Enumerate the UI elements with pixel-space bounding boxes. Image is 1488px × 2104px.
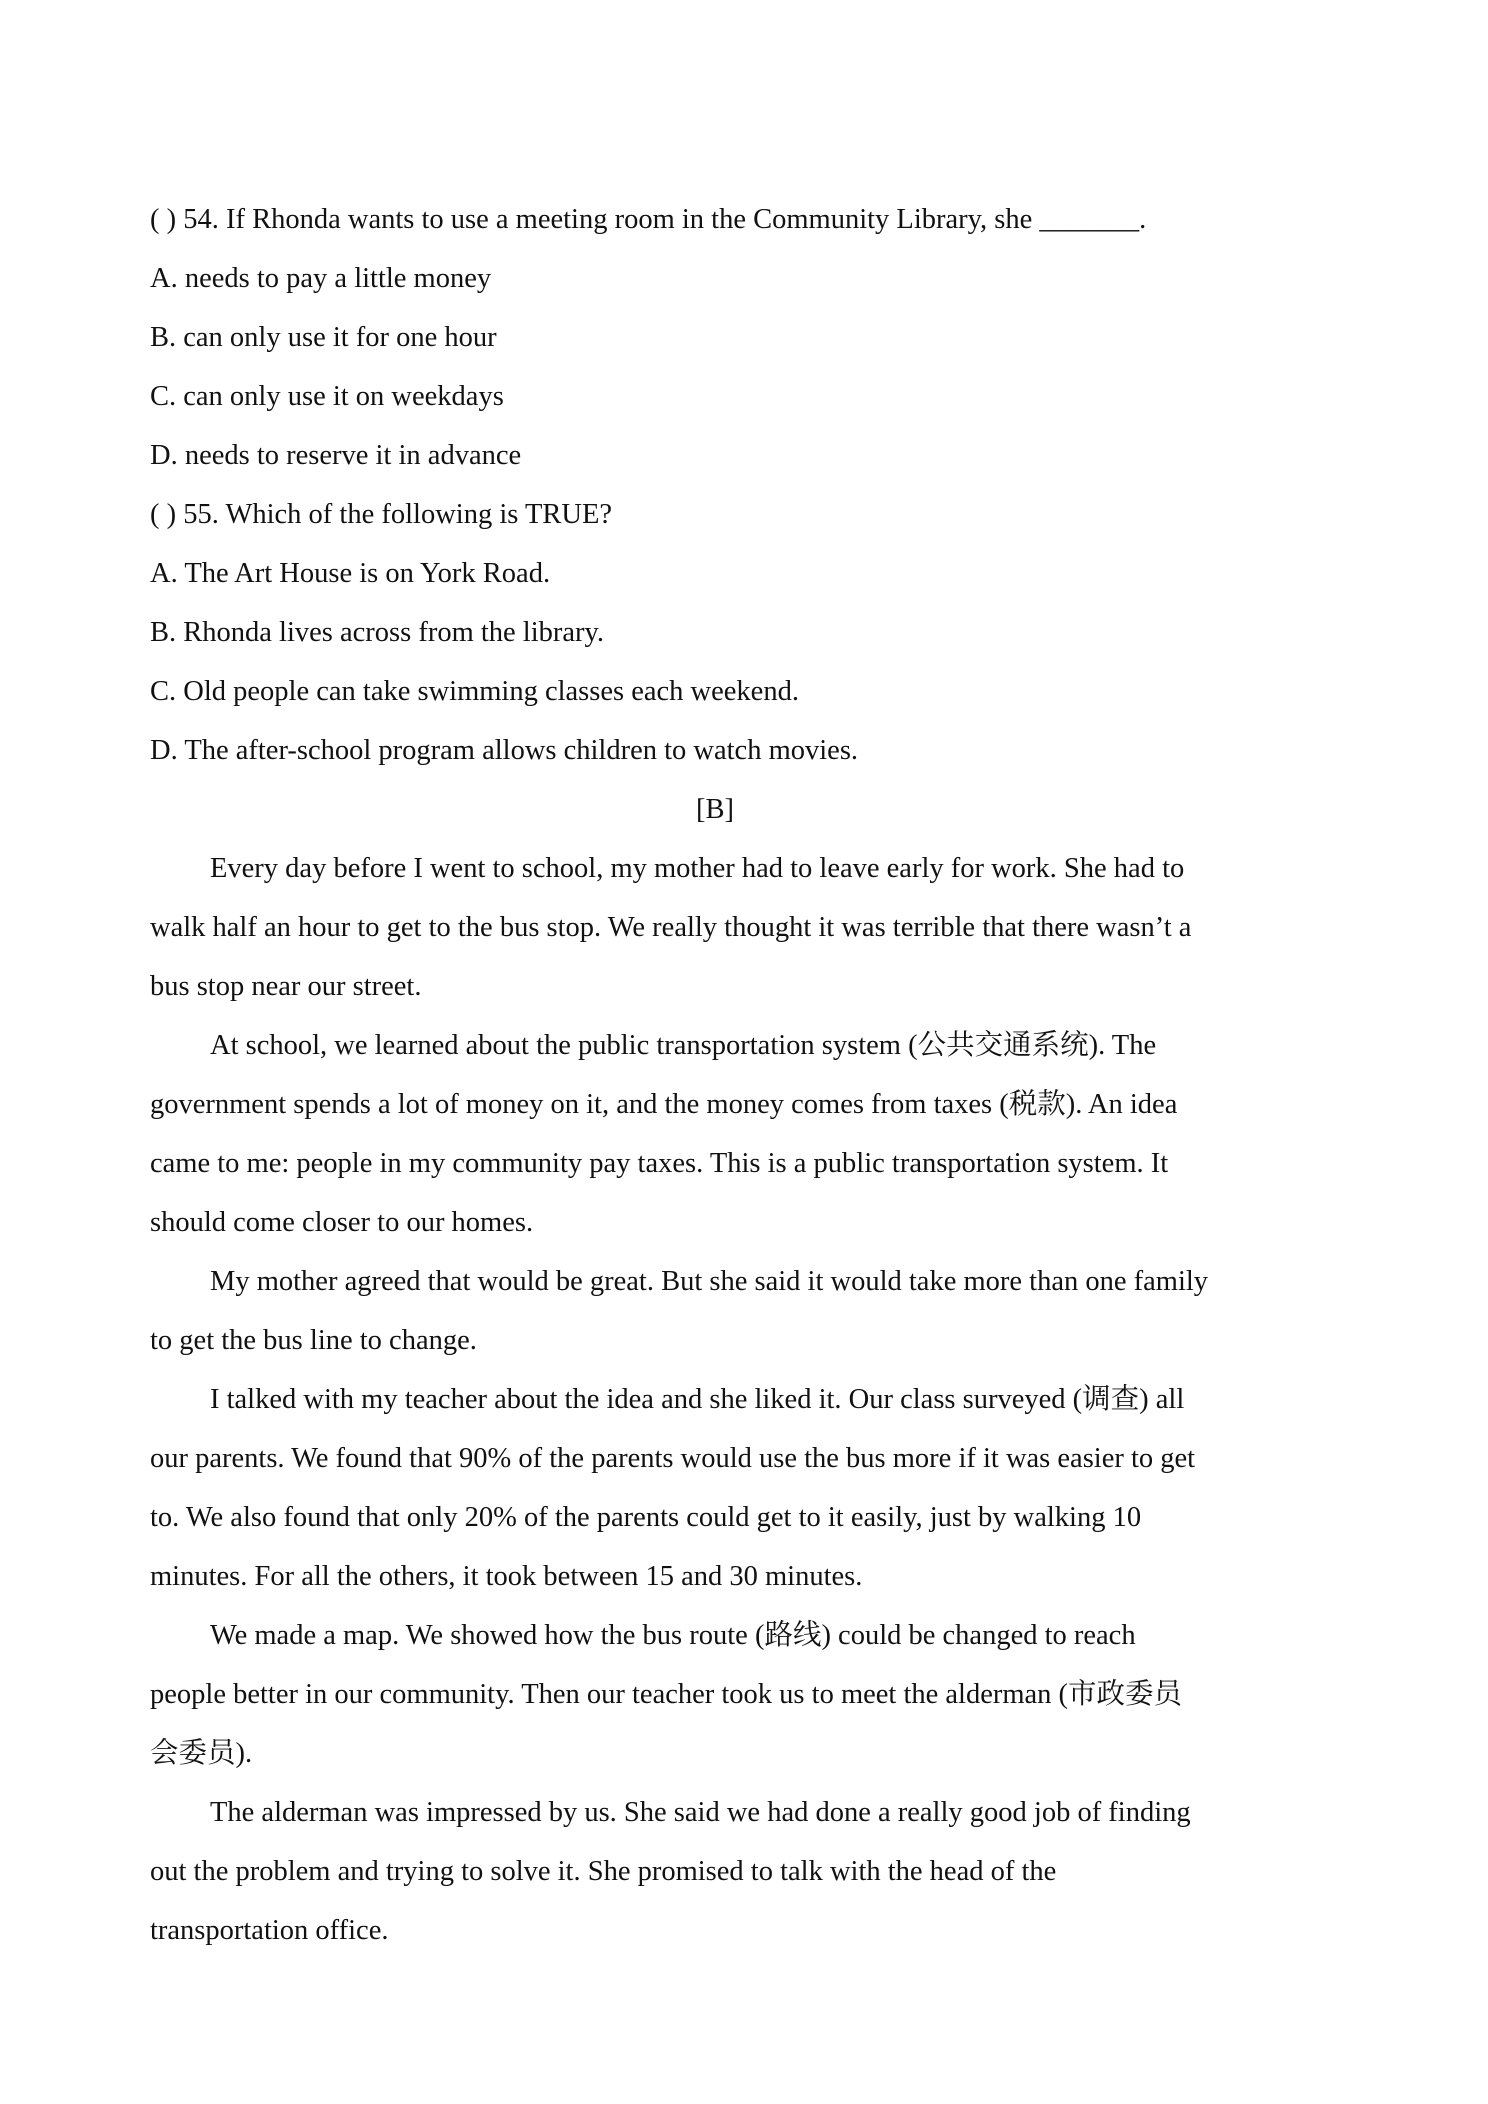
passage-line: to. We also found that only 20% of the parents could get to it easily, just by walking 10 (150, 1502, 1142, 1533)
question-stem: ( ) 54. If Rhonda wants to use a meeting room in the Community Library, she _______. (150, 204, 1147, 235)
question-55 (150, 485, 1290, 780)
passage-paragraph (150, 1016, 1278, 1252)
answer-option-a: A. The Art House is on York Road. (150, 558, 551, 589)
passage-paragraph (150, 1606, 1278, 1783)
answer-option-d: D. The after-school program allows children to watch movies. (150, 735, 859, 766)
question-stem: ( ) 55. Which of the following is TRUE? (150, 499, 612, 530)
passage-line: walk half an hour to get to the bus stop. We really thought it was terrible that there wasn’t a (150, 912, 1192, 943)
passage-line: 会委员). (150, 1738, 253, 1769)
passage-line: Every day before I went to school, my mother had to leave early for work. She had to (210, 853, 1185, 884)
passage-line: our parents. We found that 90% of the parents would use the bus more if it was easier to get (150, 1443, 1196, 1474)
passage-line: to get the bus line to change. (150, 1325, 477, 1356)
question-54 (150, 190, 1290, 485)
answer-option-b: B. can only use it for one hour (150, 322, 497, 353)
passage-line: My mother agreed that would be great. But she said it would take more than one family (210, 1266, 1209, 1297)
passage-line: government spends a lot of money on it, and the money comes from taxes (税款). An idea (150, 1089, 1178, 1120)
answer-option-c: C. Old people can take swimming classes each weekend. (150, 676, 799, 707)
answer-option-a: A. needs to pay a little money (150, 263, 492, 294)
passage-line: At school, we learned about the public transportation system (公共交通系统). The (210, 1030, 1157, 1061)
passage-paragraph (150, 1783, 1278, 1960)
passage-line: transportation office. (150, 1915, 389, 1946)
passage-line: people better in our community. Then our teacher took us to meet the alderman (市政委员 (150, 1679, 1183, 1710)
document-page (150, 190, 1290, 1960)
passage-line: bus stop near our street. (150, 971, 422, 1002)
passage-paragraph (150, 1252, 1278, 1370)
passage-line: We made a map. We showed how the bus route (路线) could be changed to reach (210, 1620, 1136, 1651)
passage (150, 839, 1290, 1960)
passage-paragraph (150, 1370, 1278, 1606)
passage-line: came to me: people in my community pay taxes. This is a public transportation system. It (150, 1148, 1169, 1179)
answer-option-b: B. Rhonda lives across from the library. (150, 617, 605, 648)
passage-line: minutes. For all the others, it took between 15 and 30 minutes. (150, 1561, 863, 1592)
passage-line: I talked with my teacher about the idea and she liked it. Our class surveyed (调查) all (210, 1384, 1185, 1415)
answer-option-c: C. can only use it on weekdays (150, 381, 504, 412)
section-label: [B] (696, 794, 734, 825)
passage-line: The alderman was impressed by us. She said we had done a really good job of finding (210, 1797, 1191, 1828)
passage-line: should come closer to our homes. (150, 1207, 534, 1238)
answer-option-d: D. needs to reserve it in advance (150, 440, 522, 471)
passage-paragraph (150, 839, 1278, 1016)
passage-line: out the problem and trying to solve it. She promised to talk with the head of the (150, 1856, 1057, 1887)
